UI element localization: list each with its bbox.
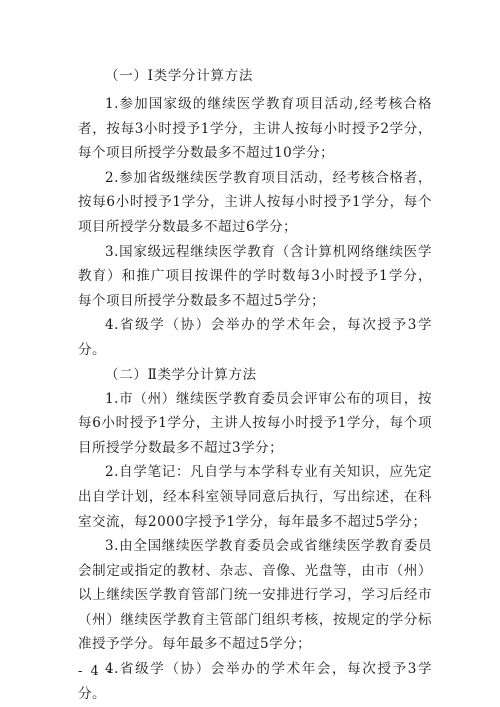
paragraph-class-1-item-2: 2.参加省级继续医学教育项目活动，经考核合格者，按每6小时授予1学分，主讲人按每小时授予1学分，每个项目所授学分数最多不超过6学分；: [78, 169, 432, 235]
paragraph-class-2-item-1: 1.市（州）继续医学教育委员会评审公布的项目，按每6小时授予1学分，主讲人按每小时授予1学分，每个项目所授学分数最多不超过3学分；: [78, 390, 432, 456]
paragraph-class-2-item-3: 3.由全国继续医学教育委员会或省继续医学教育委员会制定或指定的教材、杂志、音像、光盘等，由市（州）以上继续医学教育管部门统一安排进行学习，学习后经市（州）继续医学教育主管部门组织考核，按规定的学分标准授予学分。每年最多不超过5学分；: [78, 538, 432, 653]
section-heading-class-2: （二）Ⅱ类学分计算方法: [105, 366, 257, 383]
page-number: - 4 -: [78, 664, 114, 679]
document-body: [78, 64, 432, 706]
paragraph-class-1-item-3: 3.国家级远程继续医学教育（含计算机网络继续医学教育）和推广项目按课件的学时数每3小时授予1学分，每个项目所授学分数最多不超过5学分；: [78, 243, 432, 309]
paragraph-class-1-item-4: 4.省级学（协）会举办的学术年会，每次授予3学分。: [78, 317, 432, 358]
paragraph-class-2-item-4: 4.省级学（协）会举办的学术年会，每次授予3学分。: [78, 661, 432, 702]
paragraph-class-2-item-2: 2.自学笔记：凡自学与本学科专业有关知识，应先定出自学计划，经本科室领导同意后执行，写出综述，在科室交流，每2000字授予1学分，每年最多不超过5学分；: [78, 464, 432, 530]
section-heading-class-1: （一）Ⅰ类学分计算方法: [105, 68, 254, 84]
paragraph-class-1-item-1: 1.参加国家级的继续医学教育项目活动,经考核合格者，按每3小时授予1学分，主讲人按每小时授予2学分，每个项目所授学分数最多不超过10学分；: [78, 96, 432, 162]
